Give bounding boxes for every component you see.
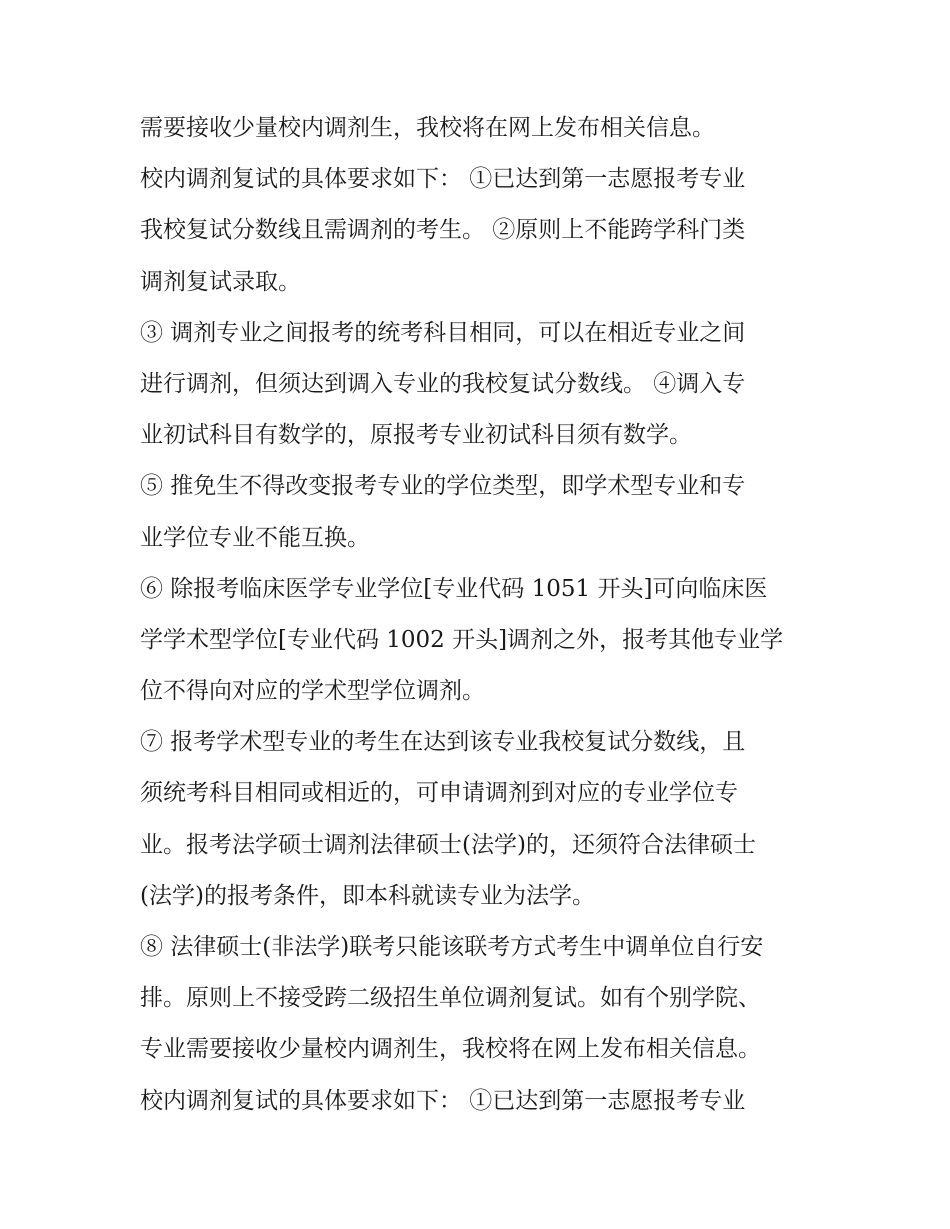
text-line: 需要接收少量校内调剂生，我校将在网上发布相关信息。	[140, 115, 715, 141]
text-line: 学学术型学位[专业代码 1002 开头]调剂之外，报考其他专业学	[140, 626, 784, 653]
text-line: ⑤ 推免生不得改变报考专业的学位类型，即学术型专业和专	[140, 473, 746, 500]
body-text	[140, 103, 820, 1127]
text-line: (法学)的报考条件，即本科就读专业为法学。	[140, 882, 595, 909]
text-line: 我校复试分数线且需调剂的考生。 ②原则上不能跨学科门类	[140, 217, 746, 244]
text-line: ⑥ 除报考临床医学专业学位[专业代码 1051 开头]可向临床医	[140, 575, 768, 602]
text-line: 校内调剂复试的具体要求如下： ①已达到第一志愿报考专业	[140, 1087, 746, 1114]
text-line: 业初试科目有数学的，原报考专业初试科目须有数学。	[140, 422, 692, 449]
text-line: 校内调剂复试的具体要求如下： ①已达到第一志愿报考专业	[140, 166, 746, 193]
text-line: ⑧ 法律硕士(非法学)联考只能该联考方式考生中调单位自行安	[140, 934, 764, 960]
text-line: 须统考科目相同或相近的，可申请调剂到对应的专业学位专	[140, 780, 738, 807]
text-line: ③ 调剂专业之间报考的统考科目相同，可以在相近专业之间	[140, 319, 746, 346]
text-line: 业学位专业不能互换。	[140, 524, 370, 551]
text-line: 业。报考法学硕士调剂法律硕士(法学)的，还须符合法律硕士	[140, 831, 756, 858]
text-line: 进行调剂，但须达到调入专业的我校复试分数线。 ④调入专	[140, 370, 746, 397]
text-line: ⑦ 报考学术型专业的考生在达到该专业我校复试分数线，且	[140, 729, 746, 756]
text-line: 专业需要接收少量校内调剂生，我校将在网上发布相关信息。	[140, 1036, 761, 1063]
text-line: 调剂复试录取。	[140, 268, 301, 295]
text-line: 排。原则上不接受跨二级招生单位调剂复试。如有个别学院、	[140, 985, 761, 1012]
text-line: 位不得向对应的学术型学位调剂。	[140, 678, 485, 705]
